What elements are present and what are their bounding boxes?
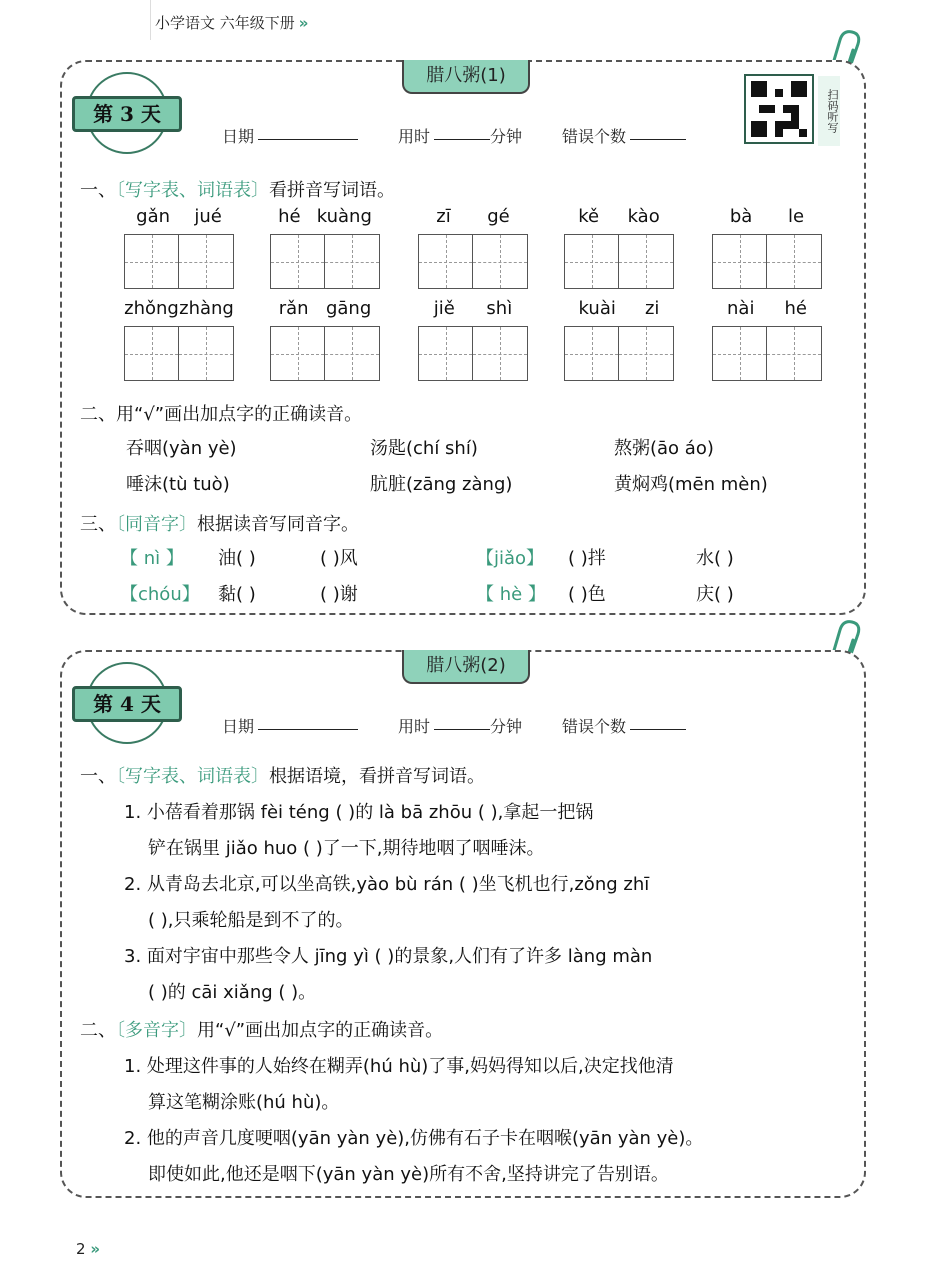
- reading-item: 唾沫(tù tuò): [126, 474, 230, 495]
- homophone-blank[interactable]: ( )色: [568, 584, 606, 605]
- pinyin-label: [124, 298, 234, 322]
- meta-row: [222, 714, 686, 737]
- homophone-row: [120, 544, 184, 570]
- pinyin-syllable: nài: [727, 298, 755, 319]
- writing-grid: [270, 234, 380, 289]
- writing-grid: [712, 326, 822, 381]
- pinyin-group: [418, 206, 528, 289]
- q1-number: 一、: [80, 180, 116, 201]
- qr-code[interactable]: [744, 74, 814, 144]
- writing-cell[interactable]: [564, 234, 619, 289]
- context-line: ( ),只乘轮船是到不了的。: [148, 910, 354, 931]
- homophone-blank[interactable]: 黏( ): [218, 584, 256, 605]
- time-field[interactable]: [434, 124, 490, 140]
- pinyin-syllable: gé: [487, 206, 510, 227]
- q2-number: 二、: [80, 404, 116, 425]
- day-badge: [72, 662, 182, 748]
- pinyin-label: [124, 206, 234, 230]
- pinyin-syllable: kào: [627, 206, 660, 227]
- pinyin-label: [564, 206, 674, 230]
- date-field[interactable]: [258, 124, 358, 140]
- pinyin-label: [564, 298, 674, 322]
- pinyin-syllable: shì: [486, 298, 513, 319]
- writing-grid: [270, 326, 380, 381]
- homophone-blank[interactable]: ( )拌: [568, 548, 606, 569]
- q1-text: 根据语境，看拼音写词语。: [269, 766, 485, 787]
- writing-grid: [124, 234, 234, 289]
- pinyin-label-text: 【jiǎo】: [476, 548, 545, 569]
- writing-cell[interactable]: [325, 234, 380, 289]
- errors-label: 错误个数: [562, 127, 627, 146]
- pinyin-group: [564, 206, 674, 289]
- page-number-text: 2: [76, 1240, 86, 1258]
- pinyin-label: [712, 206, 822, 230]
- pinyin-group: [270, 298, 380, 381]
- pinyin-group: [712, 298, 822, 381]
- reading-item: 肮脏(zāng zàng): [370, 474, 513, 495]
- reading-line: 1. 处理这件事的人始终在糊弄(hú hù)了事,妈妈得知以后,决定找他清: [124, 1056, 674, 1077]
- date-label: 日期: [222, 717, 255, 736]
- writing-cell[interactable]: [418, 326, 473, 381]
- pinyin-syllable: zi: [644, 298, 660, 319]
- margin-line: [150, 0, 151, 40]
- writing-cell[interactable]: [473, 326, 528, 381]
- writing-cell[interactable]: [124, 234, 179, 289]
- book-title: 小学语文 六年级下册: [155, 14, 295, 32]
- writing-cell[interactable]: [270, 234, 325, 289]
- writing-cell[interactable]: [767, 234, 822, 289]
- pinyin-label: [418, 298, 528, 322]
- q2-number: 二、: [80, 1020, 116, 1041]
- day-badge: [72, 72, 182, 158]
- writing-cell[interactable]: [712, 234, 767, 289]
- reading-line: 算这笔糊涂账(hú hù)。: [148, 1092, 340, 1113]
- pinyin-group: [712, 206, 822, 289]
- context-line: 铲在锅里 jiǎo huo ( )了一下,期待地咽了咽唾沫。: [148, 838, 545, 859]
- pinyin-syllable: rǎn: [278, 298, 309, 319]
- pinyin-syllable: zhǒng: [124, 298, 179, 319]
- errors-field[interactable]: [630, 714, 686, 730]
- pinyin-label: [712, 298, 822, 322]
- homophone-blank[interactable]: ( )风: [320, 548, 358, 569]
- pinyin-syllable: hé: [784, 298, 807, 319]
- writing-cell[interactable]: [418, 234, 473, 289]
- q3-title: [80, 510, 359, 536]
- pinyin-label-text: 【 hè 】: [476, 584, 546, 605]
- pinyin-syllable: bà: [729, 206, 753, 227]
- pinyin-syllable: kě: [578, 206, 600, 227]
- pinyin-label: [270, 206, 380, 230]
- q2-tag: 〔多音字〕: [116, 1020, 197, 1041]
- date-field[interactable]: [258, 714, 358, 730]
- pinyin-group: [124, 298, 234, 381]
- q2-title: [80, 1016, 443, 1042]
- writing-cell[interactable]: [619, 326, 674, 381]
- chevron-icon: »: [90, 1240, 101, 1258]
- errors-label: 错误个数: [562, 717, 627, 736]
- pinyin-group: [270, 206, 380, 289]
- book-header: [155, 12, 308, 33]
- lesson-title-tab: 腊八粥(2): [402, 650, 530, 684]
- q2-text: 用“√”画出加点字的正确读音。: [197, 1020, 444, 1041]
- pinyin-label: [270, 298, 380, 322]
- reading-item: 吞咽(yàn yè): [126, 438, 237, 459]
- pinyin-syllable: gāng: [325, 298, 372, 319]
- q1-tag: 〔写字表、词语表〕: [116, 766, 269, 787]
- q3-tag: 〔同音字〕: [116, 514, 197, 535]
- q3-text: 根据读音写同音字。: [197, 514, 359, 535]
- homophone-blank[interactable]: 庆( ): [696, 584, 734, 605]
- date-label: 日期: [222, 127, 255, 146]
- writing-cell[interactable]: [619, 234, 674, 289]
- context-line: 3. 面对宇宙中那些令人 jīng yì ( )的景象,人们有了许多 làng màn: [124, 946, 653, 967]
- writing-grid: [418, 234, 528, 289]
- time-label: 用时: [398, 127, 431, 146]
- chevron-icon: »: [298, 14, 309, 32]
- minute-label: 分钟: [490, 127, 523, 146]
- pinyin-group: [418, 298, 528, 381]
- pinyin-label: [476, 544, 544, 570]
- qr-code-icon: [751, 81, 807, 137]
- homophone-blank[interactable]: 油( ): [218, 548, 256, 569]
- writing-grid: [564, 326, 674, 381]
- homophone-blank[interactable]: 水( ): [696, 548, 734, 569]
- writing-cell[interactable]: [473, 234, 528, 289]
- pinyin-label: [476, 580, 546, 606]
- reading-line: 2. 他的声音几度哽咽(yān yàn yè),仿佛有石子卡在咽喉(yān yàn yè)。: [124, 1128, 704, 1149]
- writing-grid: [418, 326, 528, 381]
- q1-title: [80, 176, 395, 202]
- context-line: 1. 小蓓看着那锅 fèi téng ( )的 là bā zhōu ( ),拿起一把锅: [124, 802, 594, 823]
- writing-cell[interactable]: [325, 326, 380, 381]
- q2-title: [80, 400, 362, 426]
- pinyin-syllable: hé: [278, 206, 301, 227]
- homophone-row: [120, 580, 200, 606]
- q1-title: [80, 762, 485, 788]
- minute-label: 分钟: [490, 717, 523, 736]
- writing-cell[interactable]: [712, 326, 767, 381]
- writing-grid: [564, 234, 674, 289]
- writing-cell[interactable]: [179, 326, 234, 381]
- pinyin-syllable: le: [788, 206, 805, 227]
- homophone-blank[interactable]: ( )谢: [320, 584, 358, 605]
- q1-text: 看拼音写词语。: [269, 180, 395, 201]
- lesson-title-tab: 腊八粥(1): [402, 60, 530, 94]
- writing-cell[interactable]: [564, 326, 619, 381]
- pinyin-syllable: kuài: [578, 298, 616, 319]
- pinyin-syllable: zī: [436, 206, 451, 227]
- writing-cell[interactable]: [270, 326, 325, 381]
- writing-cell[interactable]: [124, 326, 179, 381]
- time-field[interactable]: [434, 714, 490, 730]
- pinyin-group: [564, 298, 674, 381]
- pinyin-label: [418, 206, 528, 230]
- q2-text: 用“√”画出加点字的正确读音。: [116, 404, 363, 425]
- pinyin-syllable: jué: [194, 206, 222, 227]
- reading-item: 熬粥(āo áo): [614, 438, 714, 459]
- writing-cell[interactable]: [767, 326, 822, 381]
- errors-field[interactable]: [630, 124, 686, 140]
- pinyin-syllable: gǎn: [136, 206, 171, 227]
- writing-grid: [712, 234, 822, 289]
- day-label: 第 3 天: [72, 96, 182, 132]
- pinyin-label: 【chóu】: [120, 584, 200, 605]
- qr-label: 扫码听写: [818, 76, 840, 146]
- reading-item: 汤匙(chí shí): [370, 438, 478, 459]
- pinyin-label: 【 nì 】: [120, 548, 184, 569]
- reading-line: 即使如此,他还是咽下(yān yàn yè)所有不舍,坚持讲完了告别语。: [148, 1164, 669, 1185]
- pinyin-syllable: kuàng: [316, 206, 372, 227]
- q1-tag: 〔写字表、词语表〕: [116, 180, 269, 201]
- q3-number: 三、: [80, 514, 116, 535]
- writing-grid: [124, 326, 234, 381]
- pinyin-syllable: jiě: [433, 298, 455, 319]
- pinyin-group: [124, 206, 234, 289]
- day3-card: [60, 60, 866, 615]
- context-line: 2. 从青岛去北京,可以坐高铁,yào bù rán ( )坐飞机也行,zǒng zhī: [124, 874, 650, 895]
- writing-cell[interactable]: [179, 234, 234, 289]
- reading-item: 黄焖鸡(mēn mèn): [614, 474, 768, 495]
- pinyin-syllable: zhàng: [179, 298, 234, 319]
- page-number: [76, 1240, 100, 1258]
- day4-card: [60, 650, 866, 1198]
- day-label: 第 4 天: [72, 686, 182, 722]
- time-label: 用时: [398, 717, 431, 736]
- q1-number: 一、: [80, 766, 116, 787]
- meta-row: [222, 124, 686, 147]
- context-line: ( )的 cāi xiǎng ( )。: [148, 982, 317, 1003]
